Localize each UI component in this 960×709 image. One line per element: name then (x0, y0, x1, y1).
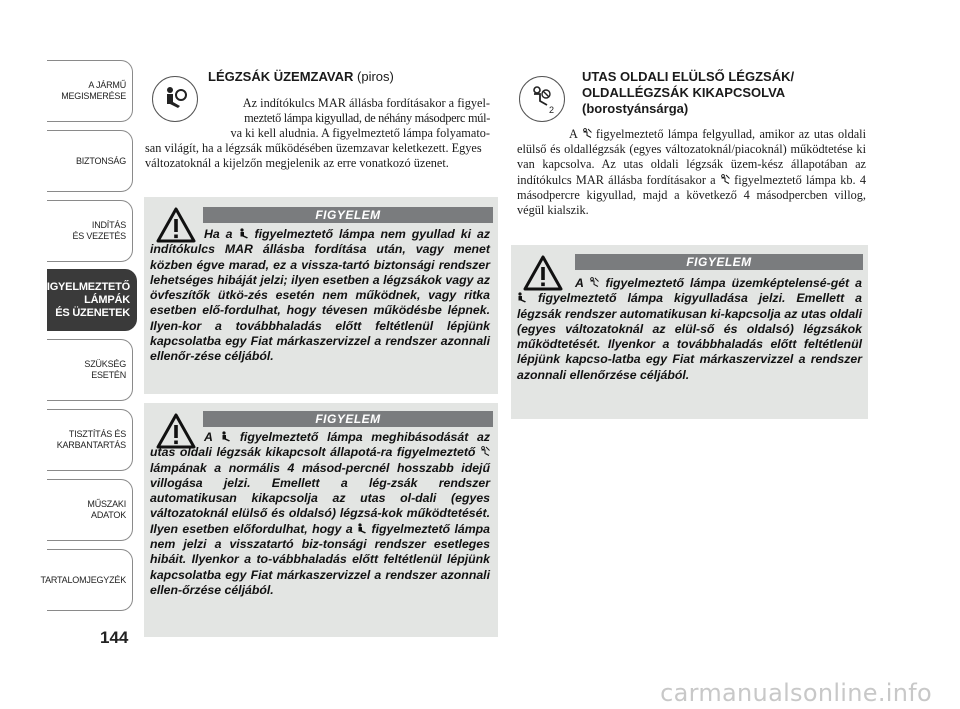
warning-box-passenger-airbag-fault (511, 245, 868, 419)
airbag-fault-text-rest: san világít, ha a légzsák működésében üzemzavar keletkezett. Egyes változatoknál a kijelzőn megjelenik az erre vonatkozó üzenet. (145, 141, 482, 171)
warning-header: FIGYELEM (203, 411, 493, 427)
warning-box-airbag-fault (144, 197, 498, 394)
icon-number: 2 (549, 105, 555, 115)
warning-header: FIGYELEM (203, 207, 493, 223)
passenger-airbag-off-text: A figyelmeztető lámpa felgyullad, amikor az utas oldali elülső és oldallégzsák (egyes változatoknál/piacoknál) működtetése ki van kapcsolva. Az utas oldali légzsák üzem-kész állapotában az indítókulcs MAR állásba fordításakor a figyelmeztető lámpa kb. 4 másodpercre kigyullad, majd a következő 4 másodpercben villog, végül kialszik. (517, 127, 867, 218)
airbag-fault-title: LÉGZSÁK ÜZEMZAVAR (piros) (208, 69, 394, 84)
airbag-inline-icon (221, 431, 231, 442)
airbag-fault-text-line1: Az indítókulcs MAR állásba fordításakor a figyel- (242, 96, 490, 110)
airbag-warning-icon (152, 76, 198, 122)
tab-maintenance[interactable]: TISZTÍTÁS ÉS KARBANTARTÁS (47, 409, 133, 471)
warning-box-passenger-airbag (144, 403, 498, 637)
tab-technical-data[interactable]: MŰSZAKI ADATOK (47, 479, 133, 541)
warning-text-airbag-fault: Ha a figyelmeztető lámpa nem gyullad ki az indítókulcs MAR állásba fordítása után, vagy menet közben égve marad, ez a vissza-tartó biztonsági rendszer lehetséges hibáját jelzi; ilyen esetben a légzsákok vagy az övfeszítők ütkö-zés esetén nem működnek, vagy ritka esetben elő-fordulhat, hogy tévesen működésbe lépnek. Ilyen-kor a továbbhaladás előtt feltétlenül lépjünk kapcsolatba egy Fiat márkaszervizzel a rendszer azonnali ellenőr-zése céljából. (150, 227, 490, 364)
airbag-fault-text-line3: va ki kell aludnia. A figyelmeztető lámpa folyamato- (230, 126, 490, 140)
tab-warning-lights-messages[interactable]: FIGYELMEZTETŐ LÁMPÁK ÉS ÜZENETEK (47, 269, 137, 331)
tab-starting-driving[interactable]: INDÍTÁS ÉS VEZETÉS (47, 200, 133, 262)
tab-emergency[interactable]: SZÜKSÉG ESETÉN (47, 339, 133, 401)
page-number: 144 (100, 628, 129, 647)
tab-index[interactable]: TARTALOMJEGYZÉK (47, 549, 133, 611)
airbag-inline-icon (357, 523, 367, 534)
tab-safety[interactable]: BIZTONSÁG (47, 130, 133, 192)
warning-header: FIGYELEM (575, 254, 863, 270)
passenger-airbag-off-inline-icon (720, 174, 730, 185)
passenger-airbag-off-inline-icon (480, 446, 490, 457)
watermark: carmanualsonline.info (660, 679, 932, 707)
tab-vehicle-overview[interactable]: A JÁRMŰ MEGISMERÉSE (47, 60, 133, 122)
warning-text-passenger-airbag-fault: A figyelmeztető lámpa üzemképtelensé-gét a figyelmeztető lámpa kigyulladása jelzi. Emellett a légzsák rendszer automatikusan ki-kapcsolja az utas oldali (egyes változatoknál az elül-ső és oldalsó) légzsákok működtetését. Ilyenkor a továbbhaladás előtt feltétlenül lépjünk kapcso-latba egy Fiat márkaszervizzel a rendszer azonnali ellenőrzése céljából. (517, 276, 862, 382)
passenger-airbag-off-inline-icon (589, 277, 599, 288)
warning-text-passenger-airbag: A figyelmeztető lámpa meghibásodását az utas oldali légzsák kikapcsolt állapotá-ra figyelmeztető lámpának a normális 4 másod-percnél hosszabb idejű villogása jelzi. Emellett a lég-zsák rendszer automatikusan kikapcsolja az utas ol-dali (egyes változatoknál elülső és oldalsó) légzsá-kok működtetését. Ilyen esetben előfordulhat, hogy a figyelmeztető lámpa nem jelzi a visszatartó biz-tonsági rendszer esetleges hibáit. Ilyenkor a to-vábbhaladás előtt feltétlenül lépjünk kapcsolatba egy Fiat márkaszervizzel a rendszer azonnali ellen-őrzése céljából. (150, 430, 490, 597)
airbag-inline-icon (239, 228, 249, 239)
passenger-airbag-off-inline-icon (582, 128, 592, 139)
passenger-airbag-off-icon (519, 76, 565, 122)
passenger-airbag-off-title: UTAS OLDALI ELÜLSŐ LÉGZSÁK/ OLDALLÉGZSÁK KIKAPCSOLVA (borostyánsárga) (582, 69, 795, 116)
airbag-fault-text-line2: meztető lámpa kigyullad, de néhány másodperc múl- (244, 111, 490, 125)
airbag-inline-icon (517, 292, 527, 303)
